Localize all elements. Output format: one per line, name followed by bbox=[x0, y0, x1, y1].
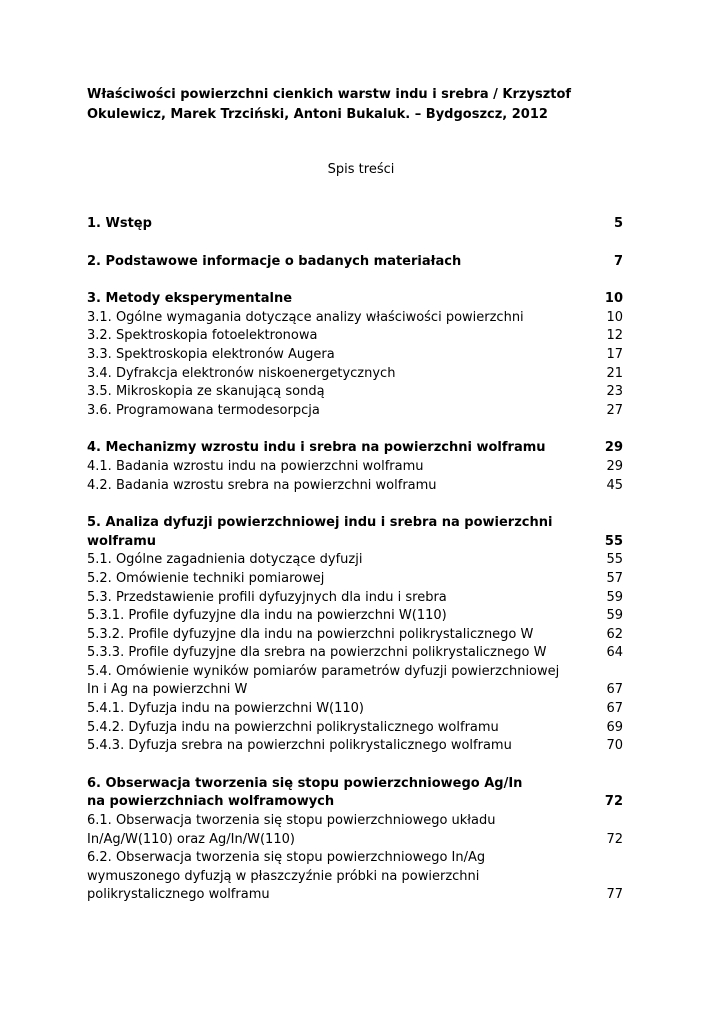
toc-entry-label bbox=[87, 253, 601, 272]
toc-entry-label-line: 5.1. Ogólne zagadnienia dotyczące dyfuzji bbox=[87, 552, 363, 568]
toc-subsection-entry bbox=[87, 719, 623, 738]
toc-chapter-entry bbox=[87, 215, 623, 234]
toc-subsection-entry bbox=[87, 458, 623, 477]
toc-section bbox=[87, 215, 623, 234]
toc-section bbox=[87, 775, 623, 905]
toc-entry-label-line: 6.1. Obserwacja tworzenia się stopu powierzchniowego układu bbox=[87, 813, 496, 829]
toc-entry-label bbox=[87, 309, 601, 328]
toc-entry-page-number: 70 bbox=[606, 738, 623, 754]
toc-entry-page-number: 29 bbox=[606, 458, 623, 474]
toc-entry-label-line: 1. Wstęp bbox=[87, 216, 152, 231]
toc-section bbox=[87, 290, 623, 420]
toc-subsection-entry bbox=[87, 477, 623, 496]
toc-entry-label-line: 5.3.1. Profile dyfuzyjne dla indu na powierzchni W(110) bbox=[87, 608, 447, 624]
toc-subsection-entry bbox=[87, 570, 623, 589]
toc-subsection-entry bbox=[87, 700, 623, 719]
toc-entry-page-number: 67 bbox=[606, 701, 623, 717]
toc-section bbox=[87, 439, 623, 495]
toc-entry-label-line: 5.4.3. Dyfuzja srebra na powierzchni polikrystalicznego wolframu bbox=[87, 738, 512, 754]
toc-entry-label bbox=[87, 589, 601, 608]
toc-subsection-entry bbox=[87, 849, 623, 905]
toc-entry-label bbox=[87, 290, 601, 309]
toc-entry-label-line: 2. Podstawowe informacje o badanych materiałach bbox=[87, 253, 462, 269]
toc-entry-label-line: wymuszonego dyfuzją w płaszczyźnie próbki na powierzchni bbox=[87, 868, 480, 884]
toc-subsection-entry bbox=[87, 737, 623, 756]
toc-entry-page-number: 59 bbox=[606, 608, 623, 624]
toc-entry-label-line: 3.6. Programowana termodesorpcja bbox=[87, 402, 320, 418]
toc-entry-label bbox=[87, 626, 601, 645]
toc-chapter-entry bbox=[87, 253, 623, 272]
title-line: Właściwości powierzchni cienkich warstw indu i srebra / Krzysztof bbox=[87, 87, 572, 102]
toc-entry-page-number: 55 bbox=[604, 533, 623, 549]
toc-section bbox=[87, 514, 623, 756]
toc-heading: Spis treści bbox=[327, 162, 395, 177]
toc-entry-label-line: wolframu bbox=[87, 533, 157, 549]
toc-entry-page-number: 45 bbox=[606, 477, 623, 493]
toc-entry-label bbox=[87, 700, 601, 719]
toc-entry-label-line: 5. Analiza dyfuzji powierzchniowej indu i srebra na powierzchni bbox=[87, 515, 553, 531]
toc-entry-page-number: 7 bbox=[613, 253, 623, 269]
toc-entry-label-line: 3. Metody eksperymentalne bbox=[87, 291, 293, 307]
toc-entry-label-line: 3.5. Mikroskopia ze skanującą sondą bbox=[87, 384, 325, 400]
toc-entry-label bbox=[87, 215, 601, 234]
toc-entry-label bbox=[87, 737, 601, 756]
toc-entry-page-number: 27 bbox=[606, 402, 623, 418]
toc-entry-page-number: 69 bbox=[606, 719, 623, 735]
toc-entry-page-number: 17 bbox=[606, 346, 623, 362]
toc-entry-label-line: polikrystalicznego wolframu bbox=[87, 887, 270, 903]
toc-entry-label-line: 5.2. Omówienie techniki pomiarowej bbox=[87, 570, 325, 586]
toc-entry-label bbox=[87, 663, 601, 700]
toc-entry-label bbox=[87, 402, 601, 421]
toc-entry-label-line: 5.3.3. Profile dyfuzyjne dla srebra na powierzchni polikrystalicznego W bbox=[87, 645, 547, 661]
toc-chapter-entry bbox=[87, 775, 623, 812]
toc-entry-label bbox=[87, 775, 601, 812]
toc-entry-page-number: 10 bbox=[604, 291, 623, 307]
toc-entry-label-line: 6. Obserwacja tworzenia się stopu powierzchniowego Ag/In bbox=[87, 775, 523, 791]
toc-entry-label bbox=[87, 346, 601, 365]
toc-entry-label-line: 3.3. Spektroskopia elektronów Augera bbox=[87, 346, 335, 362]
toc-entry-label-line: 3.1. Ogólne wymagania dotyczące analizy właściwości powierzchni bbox=[87, 309, 524, 325]
toc-subsection-entry bbox=[87, 346, 623, 365]
toc-entry-label-line: 5.4. Omówienie wyników pomiarów parametrów dyfuzji powierzchniowej bbox=[87, 663, 560, 679]
toc-entry-label-line: 4.1. Badania wzrostu indu na powierzchni wolframu bbox=[87, 458, 424, 474]
toc-entry-page-number: 62 bbox=[606, 626, 623, 642]
toc-entry-page-number: 64 bbox=[606, 645, 623, 661]
toc-entry-label-line: 5.3.2. Profile dyfuzyjne dla indu na powierzchni polikrystalicznego W bbox=[87, 626, 534, 642]
toc-subsection-entry bbox=[87, 551, 623, 570]
toc-entry-label-line: In i Ag na powierzchni W bbox=[87, 682, 248, 698]
toc-entry-page-number: 59 bbox=[606, 589, 623, 605]
toc-entry-label bbox=[87, 458, 601, 477]
toc-entry-label bbox=[87, 719, 601, 738]
toc-subsection-entry bbox=[87, 365, 623, 384]
toc-chapter-entry bbox=[87, 439, 623, 458]
toc-entry-label-line: 5.4.2. Dyfuzja indu na powierzchni polikrystalicznego wolframu bbox=[87, 719, 499, 735]
toc-subsection-entry bbox=[87, 402, 623, 421]
toc-entry-label bbox=[87, 514, 601, 551]
toc-section bbox=[87, 253, 623, 272]
document-title bbox=[87, 85, 623, 125]
toc-entry-page-number: 12 bbox=[606, 328, 623, 344]
toc-subsection-entry bbox=[87, 607, 623, 626]
toc-chapter-entry bbox=[87, 514, 623, 551]
toc-subsection-entry bbox=[87, 383, 623, 402]
toc-entry-page-number: 57 bbox=[606, 570, 623, 586]
toc-chapter-entry bbox=[87, 290, 623, 309]
toc-entry-label-line: 4.2. Badania wzrostu srebra na powierzchni wolframu bbox=[87, 477, 437, 493]
toc-entry-label-line: 6.2. Obserwacja tworzenia się stopu powierzchniowego In/Ag bbox=[87, 850, 486, 866]
toc-entry-page-number: 72 bbox=[606, 831, 623, 847]
toc-entry-label bbox=[87, 365, 601, 384]
toc-entry-label bbox=[87, 570, 601, 589]
toc-entry-label bbox=[87, 383, 601, 402]
toc-entry-page-number: 23 bbox=[606, 384, 623, 400]
toc-entry-page-number: 77 bbox=[606, 887, 623, 903]
table-of-contents bbox=[87, 215, 623, 924]
toc-entry-label-line: In/Ag/W(110) oraz Ag/In/W(110) bbox=[87, 831, 295, 847]
toc-entry-label bbox=[87, 849, 601, 905]
toc-entry-label-line: 3.4. Dyfrakcja elektronów niskoenergetycznych bbox=[87, 365, 396, 381]
toc-subsection-entry bbox=[87, 327, 623, 346]
toc-entry-label bbox=[87, 812, 601, 849]
toc-entry-label bbox=[87, 327, 601, 346]
toc-entry-label bbox=[87, 644, 601, 663]
toc-entry-page-number: 67 bbox=[606, 682, 623, 698]
toc-subsection-entry bbox=[87, 589, 623, 608]
toc-subsection-entry bbox=[87, 663, 623, 700]
toc-entry-label bbox=[87, 477, 601, 496]
toc-entry-label-line: 5.3. Przedstawienie profili dyfuzyjnych dla indu i srebra bbox=[87, 589, 447, 605]
toc-entry-label-line: 4. Mechanizmy wzrostu indu i srebra na powierzchni wolframu bbox=[87, 440, 546, 456]
toc-entry-page-number: 55 bbox=[606, 552, 623, 568]
toc-entry-label bbox=[87, 551, 601, 570]
toc-entry-label-line: 3.2. Spektroskopia fotoelektronowa bbox=[87, 328, 318, 344]
toc-entry-page-number: 5 bbox=[613, 216, 623, 231]
toc-entry-page-number: 10 bbox=[606, 309, 623, 325]
toc-entry-page-number: 21 bbox=[606, 365, 623, 381]
toc-entry-label-line: na powierzchniach wolframowych bbox=[87, 794, 335, 810]
toc-subsection-entry bbox=[87, 644, 623, 663]
toc-entry-label bbox=[87, 439, 601, 458]
toc-entry-page-number: 29 bbox=[604, 440, 623, 456]
toc-entry-page-number: 72 bbox=[604, 794, 623, 810]
toc-subsection-entry bbox=[87, 626, 623, 645]
toc-entry-label bbox=[87, 607, 601, 626]
toc-entry-label-line: 5.4.1. Dyfuzja indu na powierzchni W(110) bbox=[87, 701, 365, 717]
title-line: Okulewicz, Marek Trzciński, Antoni Bukaluk. – Bydgoszcz, 2012 bbox=[87, 107, 548, 122]
toc-subsection-entry bbox=[87, 812, 623, 849]
toc-subsection-entry bbox=[87, 309, 623, 328]
